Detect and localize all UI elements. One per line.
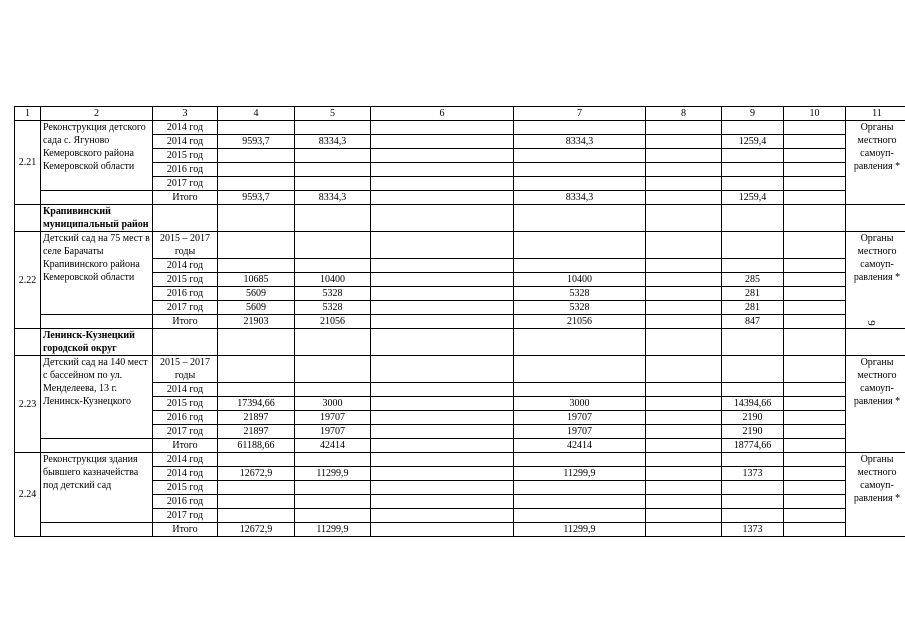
col6-value <box>371 356 514 383</box>
col8-value <box>646 191 722 205</box>
col8-value <box>646 232 722 259</box>
col4-value <box>218 259 295 273</box>
col4-value <box>218 232 295 259</box>
col5-value: 21056 <box>295 315 371 329</box>
col9-value <box>722 121 784 135</box>
col4-value: 21897 <box>218 425 295 439</box>
col5-value <box>295 259 371 273</box>
col5-value <box>295 481 371 495</box>
item-name-tail <box>41 523 153 537</box>
col7-value: 3000 <box>514 397 646 411</box>
header-cell: 5 <box>295 107 371 121</box>
col9-value: 1259,4 <box>722 135 784 149</box>
col5-value <box>295 356 371 383</box>
item-name: Реконструкция детского сада с. Ягуново Кемеровского района Кемеровской области <box>41 121 153 191</box>
col10-value <box>784 425 846 439</box>
col4-value <box>218 163 295 177</box>
col8-value <box>646 135 722 149</box>
col9-value: 18774,66 <box>722 439 784 453</box>
col9-value: 847 <box>722 315 784 329</box>
col5-value <box>295 121 371 135</box>
col7-value: 5328 <box>514 287 646 301</box>
col9-value: 281 <box>722 287 784 301</box>
col7-value <box>514 495 646 509</box>
col6-value <box>371 425 514 439</box>
col4-value: 21897 <box>218 411 295 425</box>
col9-value: 281 <box>722 301 784 315</box>
header-cell: 3 <box>153 107 218 121</box>
col5-value <box>295 163 371 177</box>
col10-value <box>784 177 846 191</box>
value-cell <box>218 329 295 356</box>
col10-value <box>784 481 846 495</box>
col6-value <box>371 287 514 301</box>
col6-value <box>371 495 514 509</box>
item-name: Детский сад на 140 мест с бассейном по ул. Менделеева, 13 г. Ленинск-Кузнецкого <box>41 356 153 439</box>
col8-value <box>646 523 722 537</box>
year-cell: 2015 год <box>153 149 218 163</box>
item-name-tail <box>41 439 153 453</box>
year-cell: 2016 год <box>153 495 218 509</box>
col7-value <box>514 356 646 383</box>
page-number: 9 <box>864 320 877 326</box>
item-name-tail <box>41 315 153 329</box>
value-cell <box>371 329 514 356</box>
col7-value <box>514 163 646 177</box>
col7-value: 11299,9 <box>514 467 646 481</box>
col8-value <box>646 259 722 273</box>
col4-value <box>218 356 295 383</box>
col6-value <box>371 259 514 273</box>
col8-value <box>646 163 722 177</box>
value-cell <box>218 205 295 232</box>
year-cell: 2016 год <box>153 287 218 301</box>
col5-value: 19707 <box>295 425 371 439</box>
value-cell <box>295 205 371 232</box>
year-cell: 2016 год <box>153 163 218 177</box>
col10-value <box>784 232 846 259</box>
col5-value: 3000 <box>295 397 371 411</box>
item-number: 2.24 <box>15 453 41 537</box>
col7-value: 8334,3 <box>514 135 646 149</box>
col6-value <box>371 453 514 467</box>
header-cell: 2 <box>41 107 153 121</box>
header-cell: 6 <box>371 107 514 121</box>
authority-cell: Органы местного самоуп-равления * <box>846 121 905 205</box>
year-cell: 2017 год <box>153 177 218 191</box>
col9-value <box>722 481 784 495</box>
header-row <box>15 107 905 121</box>
col9-value: 2190 <box>722 411 784 425</box>
col5-value <box>295 149 371 163</box>
col10-value <box>784 149 846 163</box>
year-cell: 2015 год <box>153 397 218 411</box>
col8-value <box>646 315 722 329</box>
col5-value <box>295 453 371 467</box>
col5-value: 10400 <box>295 273 371 287</box>
col6-value <box>371 397 514 411</box>
col9-value <box>722 232 784 259</box>
col10-value <box>784 523 846 537</box>
col9-value: 1373 <box>722 467 784 481</box>
year-cell: 2014 год <box>153 453 218 467</box>
col6-value <box>371 439 514 453</box>
year-cell: 2014 год <box>153 259 218 273</box>
col6-value <box>371 315 514 329</box>
section-title: Крапивинский муниципальный район <box>41 205 153 232</box>
col6-value <box>371 467 514 481</box>
col7-value: 8334,3 <box>514 191 646 205</box>
col9-value <box>722 177 784 191</box>
col10-value <box>784 301 846 315</box>
col10-value <box>784 191 846 205</box>
col6-value <box>371 481 514 495</box>
col10-value <box>784 315 846 329</box>
col10-value <box>784 495 846 509</box>
value-cell <box>514 329 646 356</box>
col6-value <box>371 509 514 523</box>
header-cell: 10 <box>784 107 846 121</box>
col4-value: 9593,7 <box>218 135 295 149</box>
col10-value <box>784 273 846 287</box>
table-row <box>15 523 905 537</box>
col5-value <box>295 509 371 523</box>
value-cell <box>722 329 784 356</box>
col4-value <box>218 177 295 191</box>
col8-value <box>646 273 722 287</box>
col4-value <box>218 121 295 135</box>
col7-value: 11299,9 <box>514 523 646 537</box>
col9-value <box>722 356 784 383</box>
col9-value <box>722 383 784 397</box>
col9-value <box>722 453 784 467</box>
header-cell: 11 <box>846 107 905 121</box>
col7-value: 10400 <box>514 273 646 287</box>
col7-value: 19707 <box>514 411 646 425</box>
col8-value <box>646 439 722 453</box>
year-cell <box>153 205 218 232</box>
value-cell <box>646 205 722 232</box>
col7-value <box>514 232 646 259</box>
item-number: 2.22 <box>15 232 41 329</box>
col4-value: 10685 <box>218 273 295 287</box>
col10-value <box>784 509 846 523</box>
col8-value <box>646 481 722 495</box>
col8-value <box>646 287 722 301</box>
col10-value <box>784 287 846 301</box>
section-num-cell <box>15 329 41 356</box>
col5-value: 42414 <box>295 439 371 453</box>
col5-value <box>295 232 371 259</box>
col9-value: 2190 <box>722 425 784 439</box>
col4-value: 12672,9 <box>218 467 295 481</box>
col10-value <box>784 259 846 273</box>
col9-value: 1373 <box>722 523 784 537</box>
col4-value: 5609 <box>218 287 295 301</box>
year-cell: 2017 год <box>153 301 218 315</box>
col10-value <box>784 411 846 425</box>
col8-value <box>646 425 722 439</box>
year-cell: 2016 год <box>153 411 218 425</box>
col5-value: 11299,9 <box>295 467 371 481</box>
col9-value <box>722 495 784 509</box>
col7-value <box>514 509 646 523</box>
year-cell: 2014 год <box>153 135 218 149</box>
col7-value <box>514 481 646 495</box>
col7-value: 42414 <box>514 439 646 453</box>
col5-value: 19707 <box>295 411 371 425</box>
authority-cell <box>784 329 846 356</box>
col7-value <box>514 121 646 135</box>
col6-value <box>371 411 514 425</box>
col7-value <box>514 177 646 191</box>
col6-value <box>371 523 514 537</box>
year-cell: Итого <box>153 439 218 453</box>
header-cell: 9 <box>722 107 784 121</box>
col10-value <box>784 397 846 411</box>
table-row <box>15 439 905 453</box>
col8-value <box>646 356 722 383</box>
col8-value <box>646 453 722 467</box>
col7-value: 21056 <box>514 315 646 329</box>
col5-value: 8334,3 <box>295 135 371 149</box>
col6-value <box>371 177 514 191</box>
year-cell: Итого <box>153 191 218 205</box>
col8-value <box>646 495 722 509</box>
capacity-cell <box>846 329 905 356</box>
col8-value <box>646 149 722 163</box>
col8-value <box>646 177 722 191</box>
col6-value <box>371 191 514 205</box>
year-cell: 2015 год <box>153 481 218 495</box>
col10-value <box>784 383 846 397</box>
col5-value <box>295 177 371 191</box>
section-row <box>15 329 905 356</box>
value-cell <box>514 205 646 232</box>
col6-value <box>371 135 514 149</box>
value-cell <box>646 329 722 356</box>
col10-value <box>784 439 846 453</box>
col4-value <box>218 481 295 495</box>
authority-cell: Органы местного самоуп-равления * <box>846 232 905 329</box>
col6-value <box>371 163 514 177</box>
program-table <box>14 106 905 537</box>
table-row <box>15 453 905 467</box>
col6-value <box>371 121 514 135</box>
col6-value <box>371 383 514 397</box>
col10-value <box>784 453 846 467</box>
year-cell: 2015 год <box>153 273 218 287</box>
col4-value: 9593,7 <box>218 191 295 205</box>
col8-value <box>646 411 722 425</box>
header-cell: 4 <box>218 107 295 121</box>
item-number: 2.21 <box>15 121 41 205</box>
header-cell: 7 <box>514 107 646 121</box>
col9-value <box>722 509 784 523</box>
col4-value: 12672,9 <box>218 523 295 537</box>
header-cell: 1 <box>15 107 41 121</box>
item-name: Детский сад на 75 мест в селе Барачаты Крапивинского района Кемеровской области <box>41 232 153 315</box>
col5-value: 5328 <box>295 301 371 315</box>
col9-value: 285 <box>722 273 784 287</box>
col4-value <box>218 453 295 467</box>
year-cell: Итого <box>153 315 218 329</box>
col4-value <box>218 509 295 523</box>
section-row <box>15 205 905 232</box>
col8-value <box>646 397 722 411</box>
col9-value: 14394,66 <box>722 397 784 411</box>
col9-value <box>722 163 784 177</box>
year-cell: 2014 год <box>153 383 218 397</box>
col10-value <box>784 135 846 149</box>
col8-value <box>646 467 722 481</box>
year-cell: 2017 год <box>153 509 218 523</box>
authority-cell: Органы местного самоуп-равления * <box>846 453 905 537</box>
col7-value <box>514 383 646 397</box>
table-row <box>15 356 905 383</box>
col8-value <box>646 383 722 397</box>
col10-value <box>784 163 846 177</box>
item-number: 2.23 <box>15 356 41 453</box>
table-row <box>15 232 905 259</box>
table-row <box>15 315 905 329</box>
header-cell: 8 <box>646 107 722 121</box>
value-cell <box>371 205 514 232</box>
capacity-cell <box>846 205 905 232</box>
col9-value: 1259,4 <box>722 191 784 205</box>
value-cell <box>722 205 784 232</box>
col5-value <box>295 383 371 397</box>
col5-value: 11299,9 <box>295 523 371 537</box>
col4-value <box>218 383 295 397</box>
year-cell: 2017 год <box>153 425 218 439</box>
col7-value <box>514 453 646 467</box>
col10-value <box>784 121 846 135</box>
col8-value <box>646 121 722 135</box>
col10-value <box>784 356 846 383</box>
col5-value <box>295 495 371 509</box>
col7-value <box>514 259 646 273</box>
col6-value <box>371 301 514 315</box>
item-name: Реконструкция здания бывшего казначейства под детский сад <box>41 453 153 523</box>
item-name-tail <box>41 191 153 205</box>
col6-value <box>371 149 514 163</box>
year-cell: 2015 – 2017 годы <box>153 356 218 383</box>
col7-value: 5328 <box>514 301 646 315</box>
year-cell: 2014 год <box>153 467 218 481</box>
col7-value <box>514 149 646 163</box>
col4-value: 17394,66 <box>218 397 295 411</box>
col8-value <box>646 301 722 315</box>
col4-value: 5609 <box>218 301 295 315</box>
authority-cell <box>784 205 846 232</box>
year-cell: 2014 год <box>153 121 218 135</box>
value-cell <box>295 329 371 356</box>
section-title: Ленинск-Кузнецкий городской округ <box>41 329 153 356</box>
section-num-cell <box>15 205 41 232</box>
authority-cell: Органы местного самоуп-равления * <box>846 356 905 453</box>
table-row <box>15 191 905 205</box>
table-row <box>15 121 905 135</box>
col4-value <box>218 495 295 509</box>
col4-value <box>218 149 295 163</box>
col7-value: 19707 <box>514 425 646 439</box>
col6-value <box>371 232 514 259</box>
year-cell: 2015 – 2017 годы <box>153 232 218 259</box>
col5-value: 5328 <box>295 287 371 301</box>
year-cell <box>153 329 218 356</box>
col5-value: 8334,3 <box>295 191 371 205</box>
col10-value <box>784 467 846 481</box>
table-body <box>15 107 905 537</box>
col9-value <box>722 149 784 163</box>
col9-value <box>722 259 784 273</box>
col8-value <box>646 509 722 523</box>
col6-value <box>371 273 514 287</box>
col4-value: 61188,66 <box>218 439 295 453</box>
col4-value: 21903 <box>218 315 295 329</box>
year-cell: Итого <box>153 523 218 537</box>
